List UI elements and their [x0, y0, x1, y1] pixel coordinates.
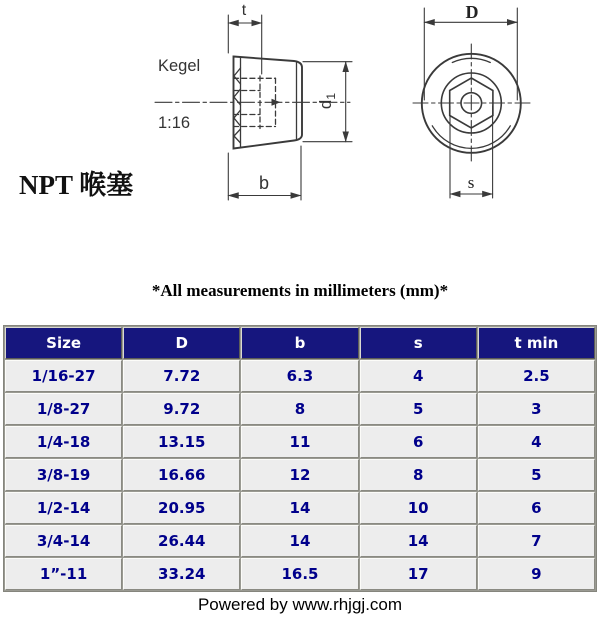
dimensions-table-body	[5, 360, 595, 590]
column-header-s: s	[360, 327, 477, 359]
table-cell: 1/4-18	[5, 426, 122, 458]
table-cell: 10	[360, 492, 477, 524]
table-cell: 3	[478, 393, 595, 425]
table-cell: 5	[360, 393, 477, 425]
table-row	[5, 393, 595, 425]
table-cell: 7	[478, 525, 595, 557]
table-cell: 1/8-27	[5, 393, 122, 425]
footer-credit: Powered by www.rhjgj.com	[197, 595, 403, 614]
top-view	[413, 8, 530, 198]
table-row	[5, 426, 595, 458]
table-cell: 9.72	[123, 393, 240, 425]
table-cell: 6	[478, 492, 595, 524]
label-d1: $d_1$	[316, 92, 338, 110]
table-cell: 6	[360, 426, 477, 458]
table-row	[5, 525, 595, 557]
table-cell: 1/2-14	[5, 492, 122, 524]
table-cell: 14	[360, 525, 477, 557]
label-kegel: Kegel	[158, 57, 201, 75]
thread-profile	[234, 68, 241, 143]
table-row	[5, 459, 595, 491]
table-cell: 8	[241, 393, 358, 425]
table-cell: 1/16-27	[5, 360, 122, 392]
table-cell: 2.5	[478, 360, 595, 392]
table-cell: 16.5	[241, 558, 358, 590]
dimensions-table-head	[5, 327, 595, 359]
table-cell: 5	[478, 459, 595, 491]
table-cell: 8	[360, 459, 477, 491]
table-cell: 13.15	[123, 426, 240, 458]
column-header-b: b	[241, 327, 358, 359]
table-cell: 33.24	[123, 558, 240, 590]
table-cell: 14	[241, 492, 358, 524]
table-cell: 7.72	[123, 360, 240, 392]
table-cell: 12	[241, 459, 358, 491]
table-cell: 26.44	[123, 525, 240, 557]
table-cell: 11	[241, 426, 358, 458]
table-cell: 3/4-14	[5, 525, 122, 557]
label-t: t	[241, 2, 247, 19]
label-s: s	[467, 173, 475, 192]
column-header-d: D	[123, 327, 240, 359]
table-cell: 6.3	[241, 360, 358, 392]
table-cell: 1”-11	[5, 558, 122, 590]
table-cell: 4	[360, 360, 477, 392]
table-cell: 3/8-19	[5, 459, 122, 491]
column-header-size: Size	[5, 327, 122, 359]
table-cell: 16.66	[123, 459, 240, 491]
column-header-t-min: t min	[478, 327, 595, 359]
table-cell: 9	[478, 558, 595, 590]
label-b: b	[258, 173, 270, 193]
label-taper-ratio: 1:16	[158, 114, 191, 132]
measurements-note: *All measurements in millimeters (mm)*	[151, 281, 449, 300]
table-cell: 4	[478, 426, 595, 458]
table-row	[5, 360, 595, 392]
table-cell: 17	[360, 558, 477, 590]
table-row	[5, 558, 595, 590]
label-D: D	[465, 2, 479, 22]
table-cell: 14	[241, 525, 358, 557]
product-title: NPT 喉塞	[19, 170, 134, 200]
header-row	[5, 327, 595, 359]
dimensions-table	[3, 325, 597, 592]
table-cell: 20.95	[123, 492, 240, 524]
table-row	[5, 492, 595, 524]
